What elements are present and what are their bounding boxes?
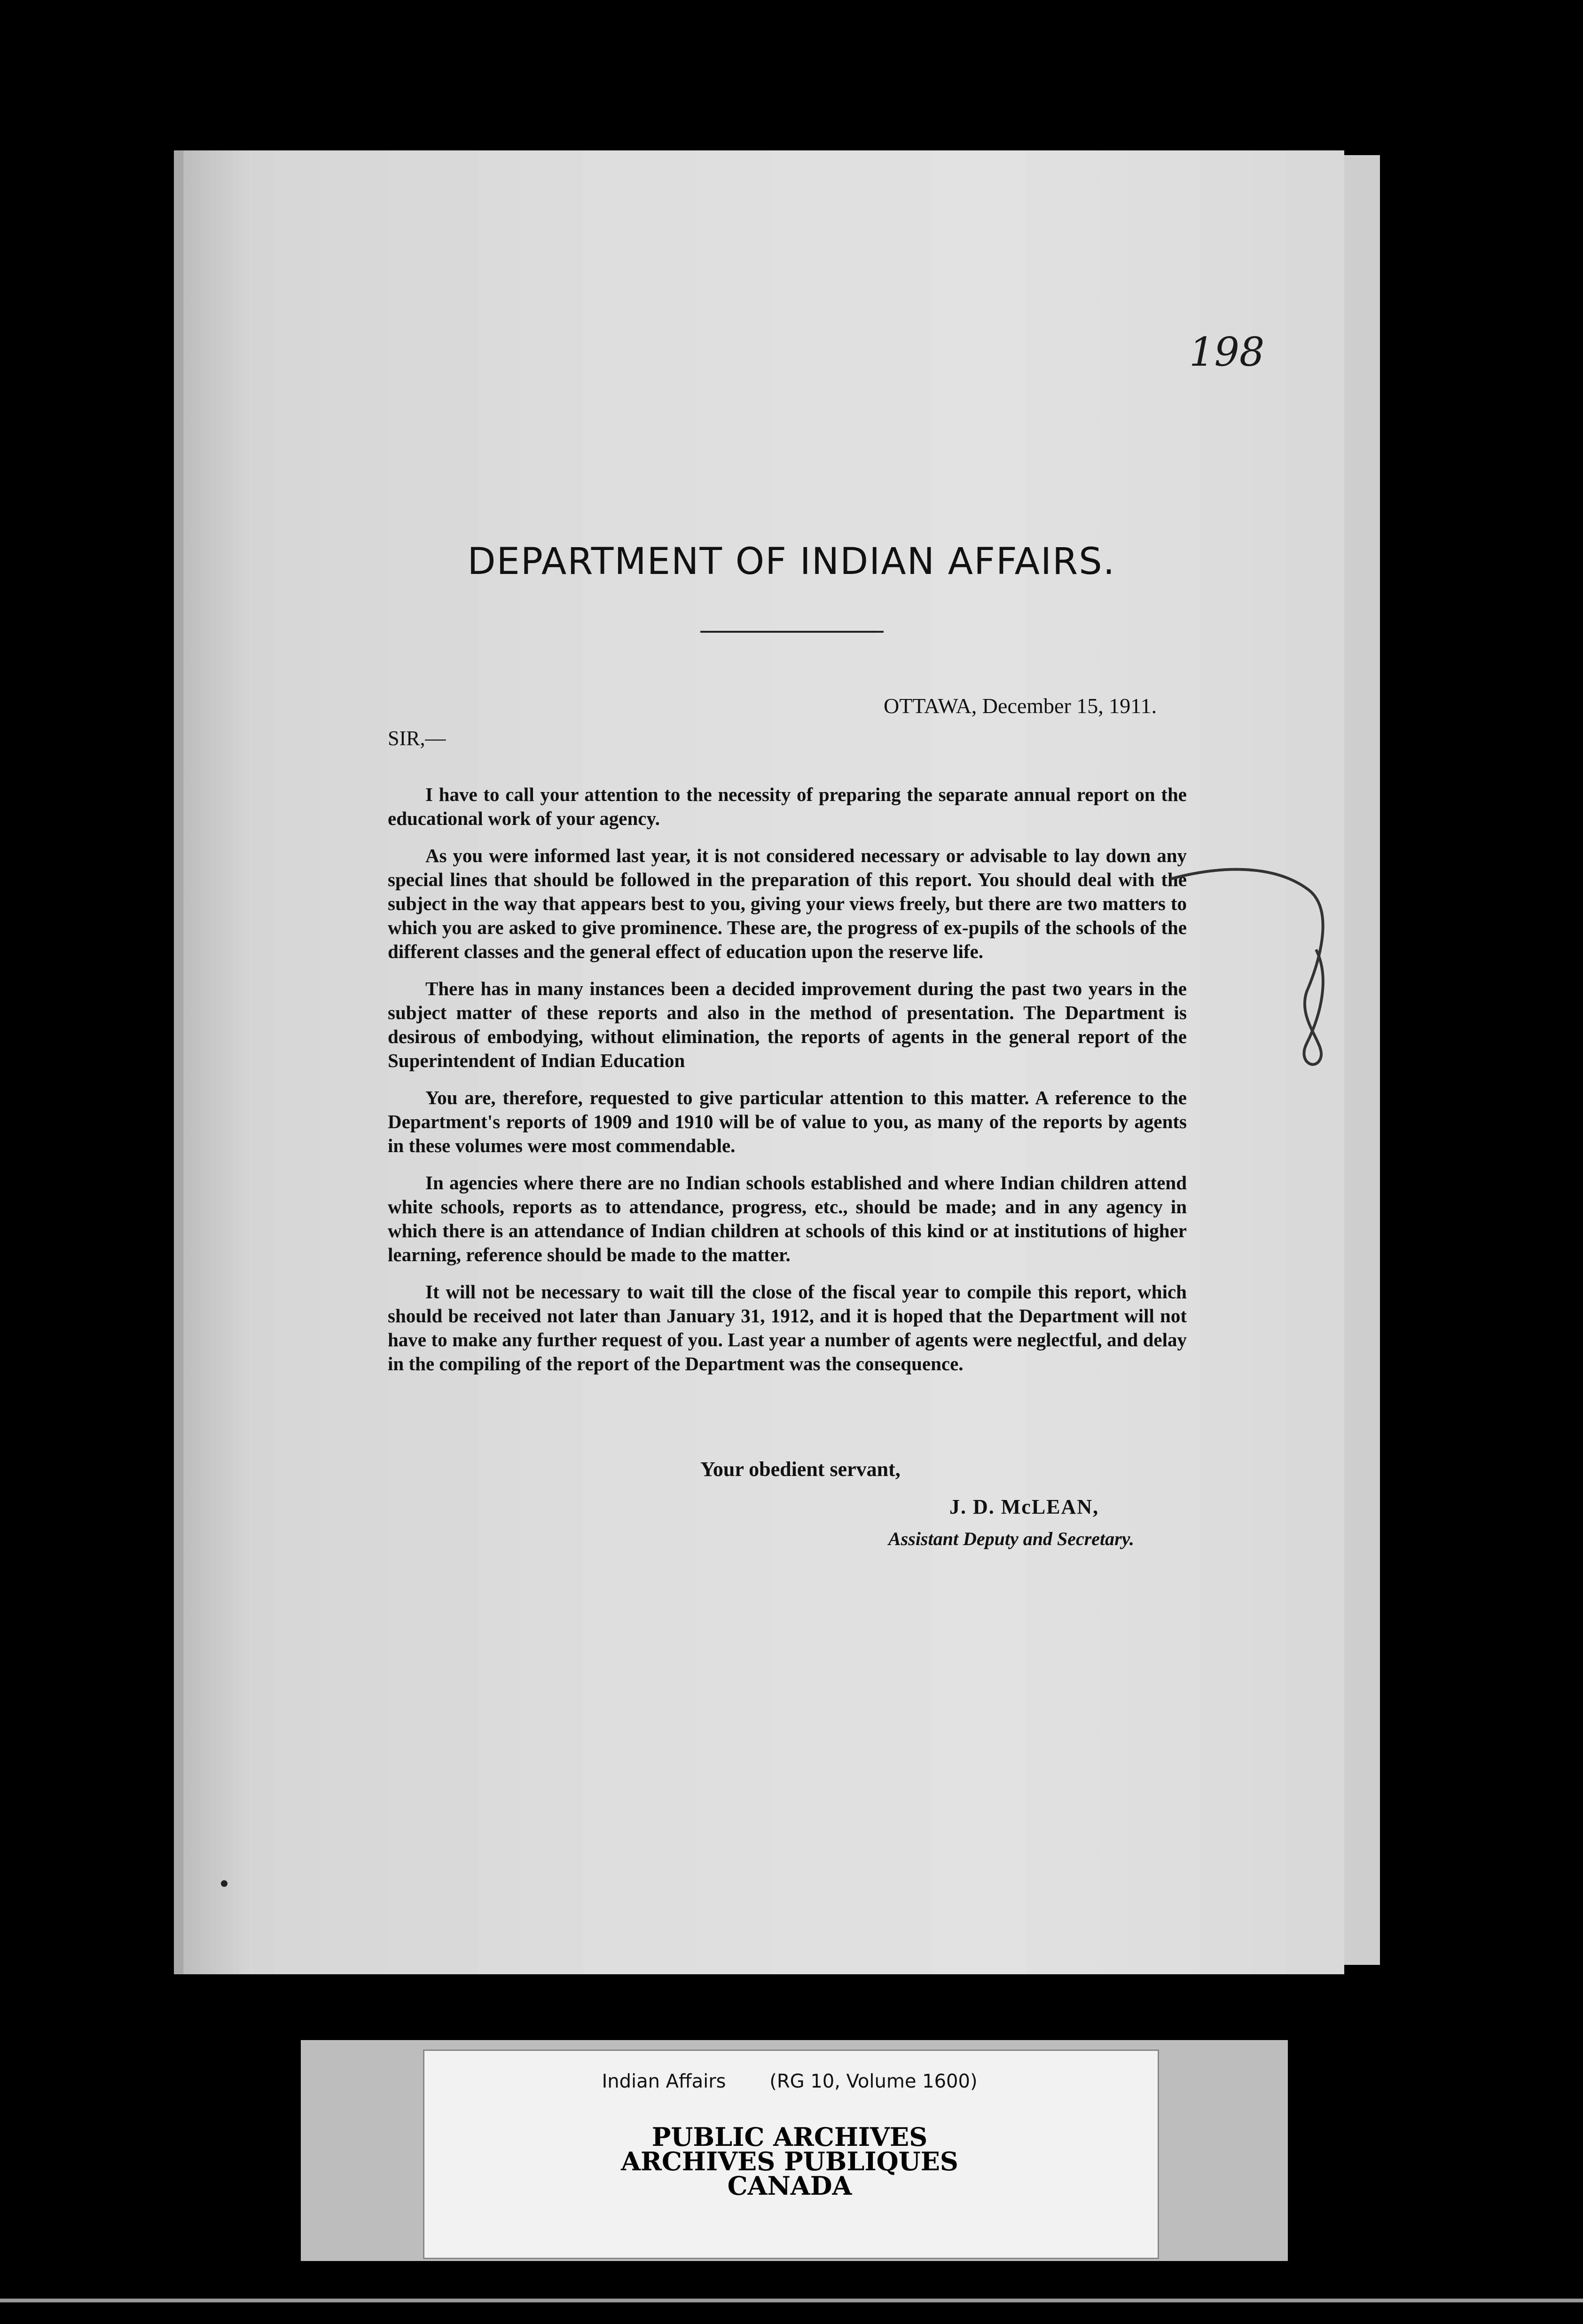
archive-reference-line	[423, 2071, 1156, 2092]
paragraph: There has in many instances been a decided improvement during the past two years in the subject matter of these reports and also in the method of presentation. The Department is desirous of embodying, without elimination, the reports of agents in the general report of the Superintendent of Indian Education	[388, 978, 1187, 1071]
stamp-line: CANADA	[727, 2171, 852, 2201]
film-edge	[0, 2299, 1583, 2302]
archive-collection: Indian Affairs	[602, 2071, 726, 2092]
archive-stamp	[423, 2122, 1156, 2201]
page-number: 198	[1189, 329, 1265, 375]
title-divider	[700, 631, 884, 633]
salutation: SIR,—	[388, 727, 446, 750]
paragraph: In agencies where there are no Indian schools established and where Indian children attend white schools, reports as to attendance, progress, etc., should be made; and in any agency in which there is an attendance of Indian children at schools of this kind or at institutions of higher learning, reference should be made to the matter.	[388, 1172, 1187, 1265]
archive-reference: (RG 10, Volume 1600)	[769, 2071, 978, 2092]
signature-title: Assistant Deputy and Secretary.	[888, 1528, 1134, 1549]
paragraph: You are, therefore, requested to give particular attention to this matter. A reference to the Department's reports of 1909 and 1910 will be of value to you, as many of the reports by agents in these volumes were most commendable.	[388, 1087, 1187, 1156]
stamp-line: PUBLIC ARCHIVES	[651, 2122, 928, 2152]
paragraph: As you were informed last year, it is not considered necessary or advisable to lay down any special lines that should be followed in the preparation of this report. You should deal with the subject in the way that appears best to you, giving your views freely, but there are two matters to which you are asked to give prominence. These are, the progress of ex-pupils of the schools of the different classes and the general effect of education upon the reserve life.	[388, 845, 1187, 962]
page-speck	[221, 1880, 227, 1887]
handwritten-margin-mark-icon	[1166, 837, 1363, 1081]
stamp-line: ARCHIVES PUBLIQUES	[621, 2146, 958, 2176]
letter-body	[388, 783, 1187, 1389]
dateline: OTTAWA, December 15, 1911.	[884, 694, 1157, 718]
closing: Your obedient servant,	[700, 1458, 901, 1481]
page-title: DEPARTMENT OF INDIAN AFFAIRS.	[467, 541, 1116, 583]
paragraph: It will not be necessary to wait till the close of the fiscal year to compile this report, which should be received not later than January 31, 1912, and it is hoped that the Department will not have to make any further request of you. Last year a number of agents were neglectful, and delay in the compiling of the report of the Department was the consequence.	[388, 1281, 1187, 1374]
paragraph: I have to call your attention to the necessity of preparing the separate annual report on the educational work of your agency.	[388, 784, 1187, 829]
signature-name: J. D. McLEAN,	[949, 1495, 1099, 1518]
